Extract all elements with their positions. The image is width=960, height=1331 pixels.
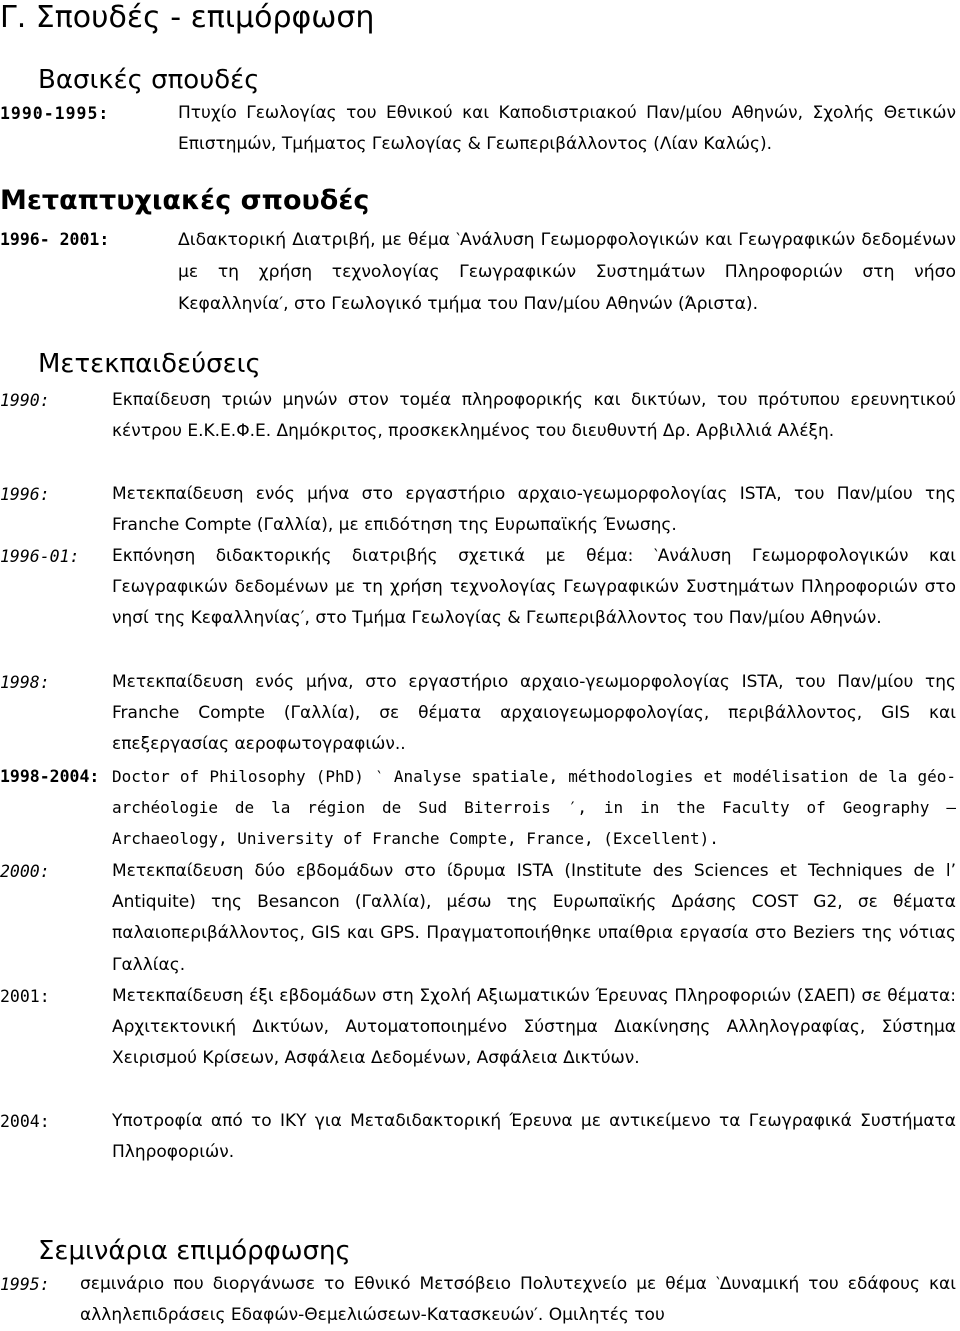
entry-text: σεμινάριο που διοργάνωσε το Εθνικό Μετσόβειο Πολυτεχνείο με θέμα ‵Δυναμική του εδάφους και αλληλεπιδράσεις Εδαφών-Θεμελιώσεων-Κατασκευών′. Ομιλητές του [80, 1274, 956, 1326]
entry-date: 1996- 2001: [0, 230, 110, 249]
entry-text: Εκπόνηση διδακτορικής διατριβής σχετικά με θέμα: ‵Ανάλυση Γεωμορφολογικών και Γεωγραφικών δεδομένων με τη χρήση τεχνολογίας Γεωγραφικών Συστημάτων Πληροφοριών στο νησί της Κεφαλληνίας′, στο Τμήμα Γεωλογίας & Γεωπεριβάλλοντος του Παν/μίου Αθηνών. [112, 546, 956, 629]
section-heading: Γ. Σπουδές - επιμόρφωση [0, 0, 375, 35]
entry-date: 2001: [0, 987, 50, 1006]
entry-date: 1995: [0, 1275, 50, 1294]
training-title: Μετεκπαιδεύσεις [38, 349, 261, 379]
entry-date: 1996: [0, 485, 50, 504]
seminars-title: Σεμινάρια επιμόρφωσης [38, 1236, 351, 1266]
entry-date: 1990-1995: [0, 104, 110, 123]
entry-date: 1996-01: [0, 547, 80, 566]
entry-date: 1990: [0, 391, 50, 410]
entry-text: Διδακτορική Διατριβή, με θέμα ‵Ανάλυση Γεωμορφολογικών και Γεωγραφικών δεδομένων με τη χρήση τεχνολογίας Γεωγραφικών Συστημάτων Πληροφοριών στη νήσο Κεφαλληνία′, στο Γεωλογικό τμήμα του Παν/μίου Αθηνών (Άριστα). [178, 230, 956, 314]
entry-text: Μετεκπαίδευση δύο εβδομάδων στο ίδρυμα ISTA (Institute des Sciences et Techniques de l’ Antiquite) της Besancon (Γαλλία), μέσω της Ευρωπαϊκής Δράσης COST G2, σε θέματα παλαιοπεριβάλλοντος, GIS και GPS. Πραγματοποιήθηκε υπαίθρια εργασία στο Beziers της νότιας Γαλλίας. [112, 861, 956, 975]
entry-text: Μετεκπαίδευση ενός μήνα, στο εργαστήριο αρχαιο-γεωμορφολογίας ISTA, του Παν/μίου της Franche Compte (Γαλλία), σε θέματα αρχαιογεωμορφολογίας, περιβάλλοντος, GIS και επεξεργασίας αεροφωτογραφιών.. [112, 672, 956, 755]
entry-text: Μετεκπαίδευση έξι εβδομάδων στη Σχολή Αξιωματικών Έρευνας Πληροφοριών (ΣΑΕΠ) σε θέματα: Αρχιτεκτονική Δικτύων, Αυτοματοποιημένο Σύστημα Διακίνησης Αλληλογραφίας, Σύστημα Χειρισμού Κρίσεων, Ασφάλεια Δεδομένων, Ασφάλεια Δικτύων. [112, 986, 956, 1069]
entry-date: 2000: [0, 862, 50, 881]
entry-text: Doctor of Philosophy (PhD) ‵ Analyse spatiale, méthodologies et modélisation de la géo-archéologie de la région de Sud Biterrois ′, in in the Faculty of Geography – Archaeology, University of Franche Compte, France, (Excellent). [112, 767, 956, 849]
postgrad-title: Μεταπτυχιακές σπουδές [0, 185, 370, 216]
entry-text: Εκπαίδευση τριών μηνών στον τομέα πληροφορικής και δικτύων, του πρότυπου ερευνητικού κέντρου Ε.Κ.Ε.Φ.Ε. Δημόκριτος, προσκεκλημένος του διευθυντή Δρ. Αρβιλλιά Αλέξη. [112, 390, 956, 442]
entry-date: 2004: [0, 1112, 50, 1131]
entry-text: Μετεκπαίδευση ενός μήνα στο εργαστήριο αρχαιο-γεωμορφολογίας ISTA, του Παν/μίου της Franche Compte (Γαλλία), με επιδότηση της Ευρωπαϊκής Ένωσης. [112, 484, 956, 536]
entry-text: Πτυχίο Γεωλογίας του Εθνικού και Καποδιστριακού Παν/μίου Αθηνών, Σχολής Θετικών Επιστημών, Τμήματος Γεωλογίας & Γεωπεριβάλλοντος (Λίαν Καλώς). [178, 103, 956, 155]
entry-text: Υποτροφία από το ΙΚΥ για Μεταδιδακτορική Έρευνα με αντικείμενο τα Γεωγραφικά Συστήματα Πληροφοριών. [112, 1111, 956, 1163]
entry-date: 1998-2004: [0, 767, 100, 786]
basic-studies-title: Βασικές σπουδές [38, 65, 260, 95]
entry-date: 1998: [0, 673, 50, 692]
